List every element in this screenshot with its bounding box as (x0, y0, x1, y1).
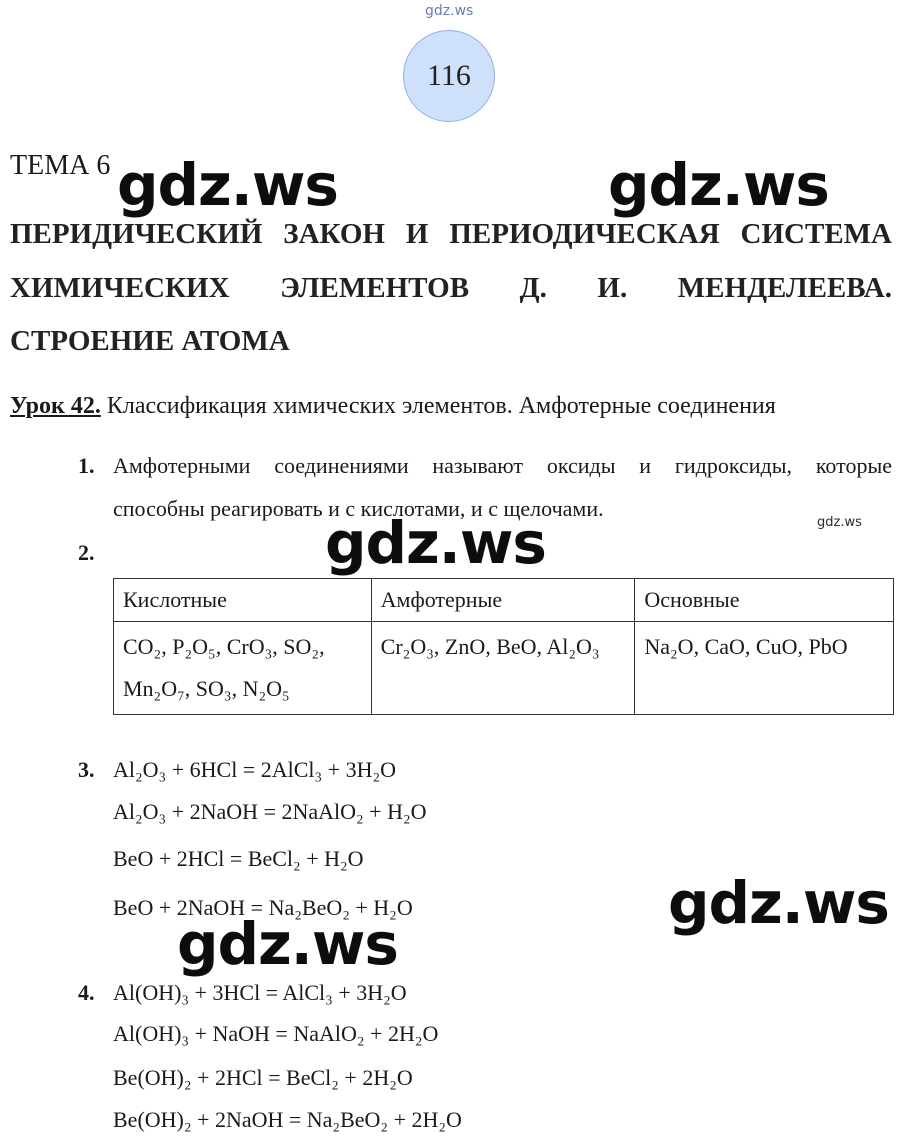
topic-title-line-3: СТРОЕНИЕ АТОМА (10, 325, 290, 357)
lesson-number: Урок 42. (10, 393, 101, 419)
watermark-top: gdz.ws (425, 3, 474, 19)
table-header-row (114, 579, 894, 622)
table-row (114, 622, 894, 715)
answer-2-number: 2. (78, 540, 95, 565)
oxide: Cr₂O₃ (380, 634, 434, 659)
oxide: SO₂ (283, 634, 320, 659)
oxide: PbO (808, 634, 848, 659)
lesson-title: Классификация химических элементов. Амфотерные соединения (106, 393, 776, 419)
watermark-large: gdz.ws (668, 869, 889, 937)
oxide: CO₂ (123, 634, 162, 659)
equation: BeO + 2HCl = BeCl₂ + H₂O (113, 846, 364, 871)
oxide: ZnO (444, 634, 486, 659)
watermark-large: gdz.ws (608, 151, 829, 219)
header-amphoteric: Амфотерные (371, 579, 635, 622)
watermark-large: gdz.ws (177, 910, 398, 978)
oxide: CrO₃ (226, 634, 273, 659)
oxide: SO₃ (195, 676, 232, 701)
equation: Al(OH)₃ + 3HCl = AlCl₃ + 3H₂O (113, 980, 407, 1005)
answer-3-number: 3. (78, 757, 95, 782)
header-basic: Основные (635, 579, 894, 622)
topic-title-line-1: ПЕРИДИЧЕСКИЙ ЗАКОН И ПЕРИОДИЧЕСКАЯ СИСТЕМА (10, 218, 892, 250)
equation: Al(OH)₃ + NaOH = NaAlO₂ + 2H₂O (113, 1021, 439, 1046)
answer-1-line-2: способны реагировать и с кислотами, и с щелочами. (113, 496, 604, 521)
watermark-large: gdz.ws (117, 151, 338, 219)
oxide: N₂O₅ (242, 676, 290, 701)
equation: Be(OH)₂ + 2NaOH = Na₂BeO₂ + 2H₂O (113, 1107, 462, 1132)
header-acidic: Кислотные (114, 579, 372, 622)
equation: Be(OH)₂ + 2HCl = BeCl₂ + 2H₂O (113, 1065, 413, 1090)
topic-label: ТЕМА 6 (10, 150, 111, 181)
answer-1-line-1: Амфотерными соединениями называют оксиды и гидроксиды, которые (113, 453, 892, 478)
page-number: 116 (427, 59, 471, 92)
page-number-badge (403, 30, 495, 122)
topic-title-line-2: ХИМИЧЕСКИХ ЭЛЕМЕНТОВ Д. И. МЕНДЕЛЕЕВА. (10, 272, 892, 304)
oxide: Al₂O₃ (546, 634, 600, 659)
amphoteric-oxides-cell: Cr₂O₃, ZnO, BeO, Al₂O₃ (371, 622, 635, 715)
answer-1-number: 1. (78, 453, 95, 478)
oxide: Mn₂O₇ (123, 676, 185, 701)
watermark-small: gdz.ws (817, 515, 862, 530)
oxide: BeO (496, 634, 537, 659)
equation: Al₂O₃ + 2NaOH = 2NaAlO₂ + H₂O (113, 799, 427, 824)
oxide: P₂O₅ (172, 634, 216, 659)
oxide: CaO (704, 634, 745, 659)
basic-oxides-cell: Na₂O, CaO, CuO, PbO (635, 622, 894, 715)
equation: BeO + 2NaOH = Na₂BeO₂ + H₂O (113, 895, 413, 920)
watermark-large: gdz.ws (325, 509, 546, 577)
acidic-oxides-cell: CO₂, P₂O₅, CrO₃, SO₂, Mn₂O₇, SO₃, N₂O₅ (114, 622, 372, 715)
lesson-heading (10, 393, 776, 420)
oxides-table (113, 578, 894, 715)
oxide: Na₂O (644, 634, 694, 659)
oxide: CuO (755, 634, 798, 659)
equation: Al₂O₃ + 6HCl = 2AlCl₃ + 3H₂O (113, 757, 397, 782)
answer-4-number: 4. (78, 980, 95, 1005)
